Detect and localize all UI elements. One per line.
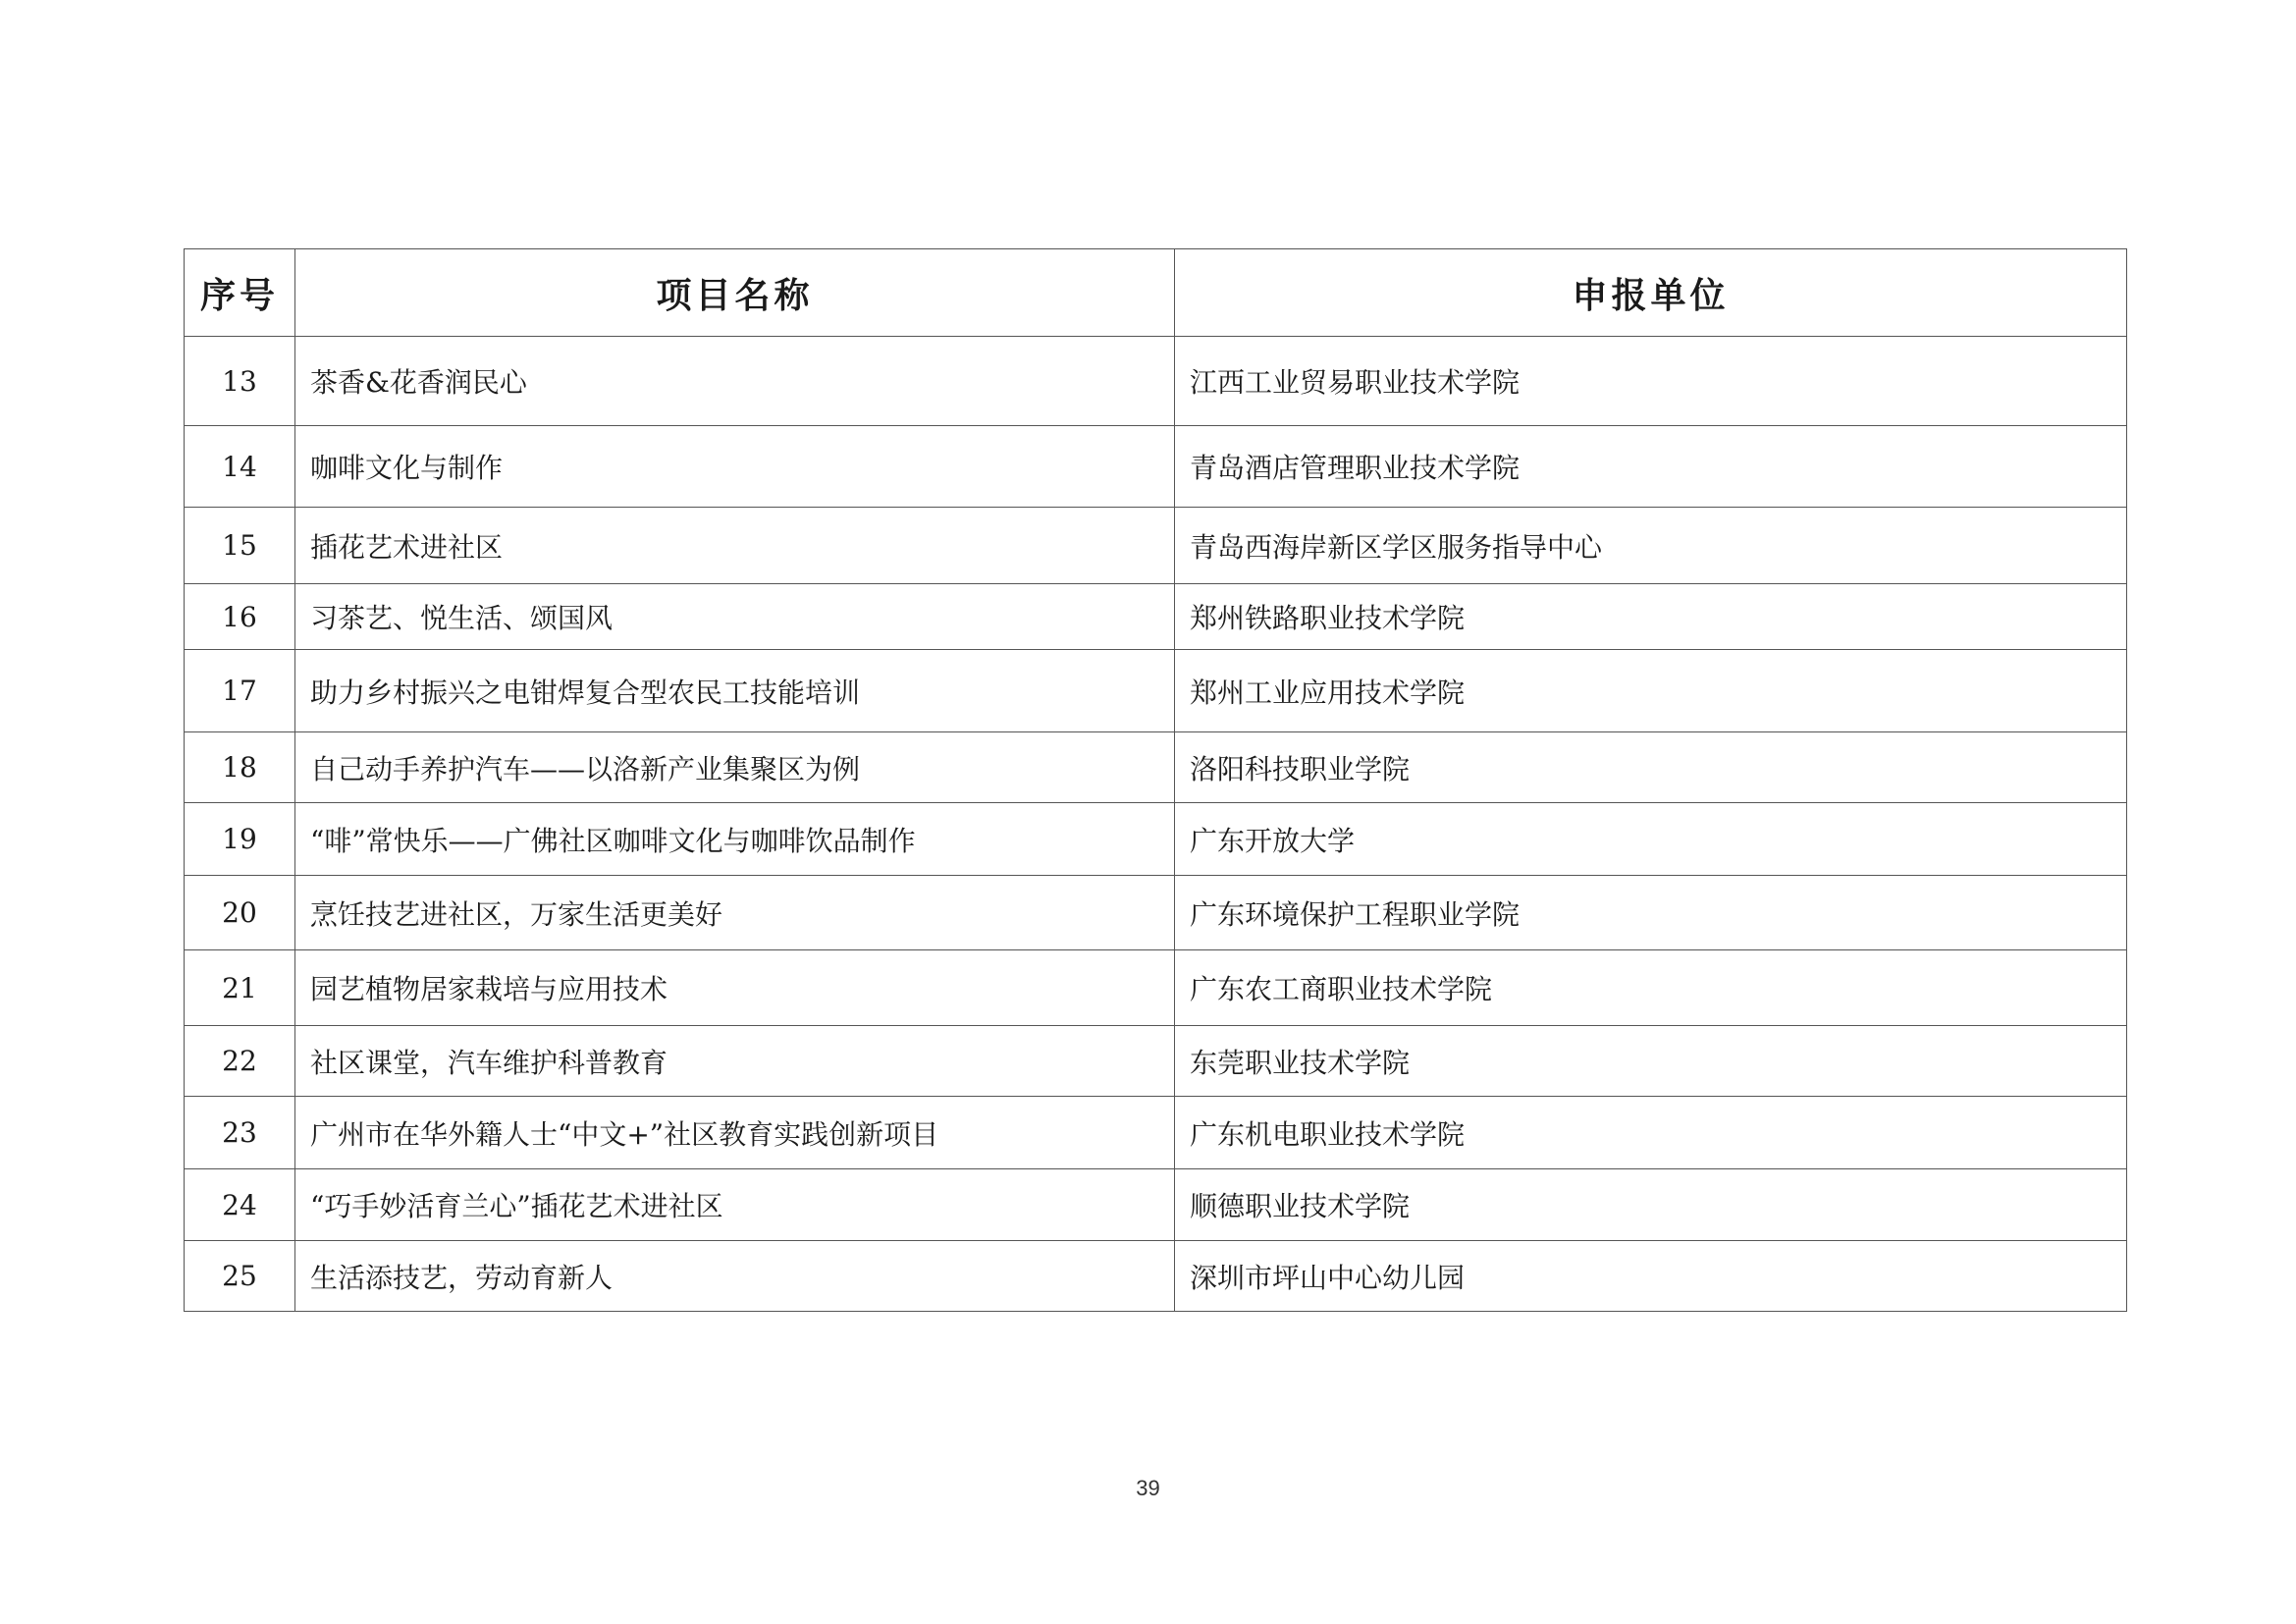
row-number: 24 (185, 1169, 295, 1241)
project-name: 自己动手养护汽车——以洛新产业集聚区为例 (295, 732, 1175, 803)
project-name: 习茶艺、悦生活、颂国风 (295, 584, 1175, 650)
row-number: 20 (185, 876, 295, 950)
row-number: 16 (185, 584, 295, 650)
table-row (185, 337, 2127, 426)
header-applicant-unit: 申报单位 (1175, 249, 2127, 337)
row-number: 17 (185, 650, 295, 732)
project-name: “巧手妙活育兰心”插花艺术进社区 (295, 1169, 1175, 1241)
row-number: 18 (185, 732, 295, 803)
table-row (185, 650, 2127, 732)
table-row (185, 1097, 2127, 1169)
applicant-unit: 广东开放大学 (1175, 803, 2127, 876)
table-header-row (185, 249, 2127, 337)
applicant-unit: 东莞职业技术学院 (1175, 1026, 2127, 1097)
applicant-unit: 洛阳科技职业学院 (1175, 732, 2127, 803)
applicant-unit: 青岛西海岸新区学区服务指导中心 (1175, 508, 2127, 584)
row-number: 13 (185, 337, 295, 426)
page-number: 39 (1136, 1476, 1160, 1500)
table-row (185, 803, 2127, 876)
applicant-unit: 深圳市坪山中心幼儿园 (1175, 1241, 2127, 1312)
project-table (184, 248, 2127, 1312)
project-name: “啡”常快乐——广佛社区咖啡文化与咖啡饮品制作 (295, 803, 1175, 876)
project-name: 园艺植物居家栽培与应用技术 (295, 950, 1175, 1026)
project-name: 插花艺术进社区 (295, 508, 1175, 584)
project-name: 广州市在华外籍人士“中文+”社区教育实践创新项目 (295, 1097, 1175, 1169)
row-number: 22 (185, 1026, 295, 1097)
applicant-unit: 广东机电职业技术学院 (1175, 1097, 2127, 1169)
table-row (185, 508, 2127, 584)
project-name: 咖啡文化与制作 (295, 426, 1175, 508)
row-number: 21 (185, 950, 295, 1026)
project-name: 茶香&花香润民心 (295, 337, 1175, 426)
project-name: 生活添技艺，劳动育新人 (295, 1241, 1175, 1312)
row-number: 23 (185, 1097, 295, 1169)
header-serial-number: 序号 (185, 249, 295, 337)
table-row (185, 950, 2127, 1026)
table-row (185, 426, 2127, 508)
applicant-unit: 顺德职业技术学院 (1175, 1169, 2127, 1241)
row-number: 15 (185, 508, 295, 584)
table-row (185, 1169, 2127, 1241)
project-name: 烹饪技艺进社区，万家生活更美好 (295, 876, 1175, 950)
row-number: 14 (185, 426, 295, 508)
table-row (185, 876, 2127, 950)
project-name: 助力乡村振兴之电钳焊复合型农民工技能培训 (295, 650, 1175, 732)
table-row (185, 584, 2127, 650)
project-name: 社区课堂，汽车维护科普教育 (295, 1026, 1175, 1097)
applicant-unit: 江西工业贸易职业技术学院 (1175, 337, 2127, 426)
applicant-unit: 青岛酒店管理职业技术学院 (1175, 426, 2127, 508)
row-number: 19 (185, 803, 295, 876)
header-project-name: 项目名称 (295, 249, 1175, 337)
applicant-unit: 广东农工商职业技术学院 (1175, 950, 2127, 1026)
applicant-unit: 郑州工业应用技术学院 (1175, 650, 2127, 732)
applicant-unit: 郑州铁路职业技术学院 (1175, 584, 2127, 650)
applicant-unit: 广东环境保护工程职业学院 (1175, 876, 2127, 950)
table-row (185, 1026, 2127, 1097)
table-row (185, 732, 2127, 803)
row-number: 25 (185, 1241, 295, 1312)
table-row (185, 1241, 2127, 1312)
